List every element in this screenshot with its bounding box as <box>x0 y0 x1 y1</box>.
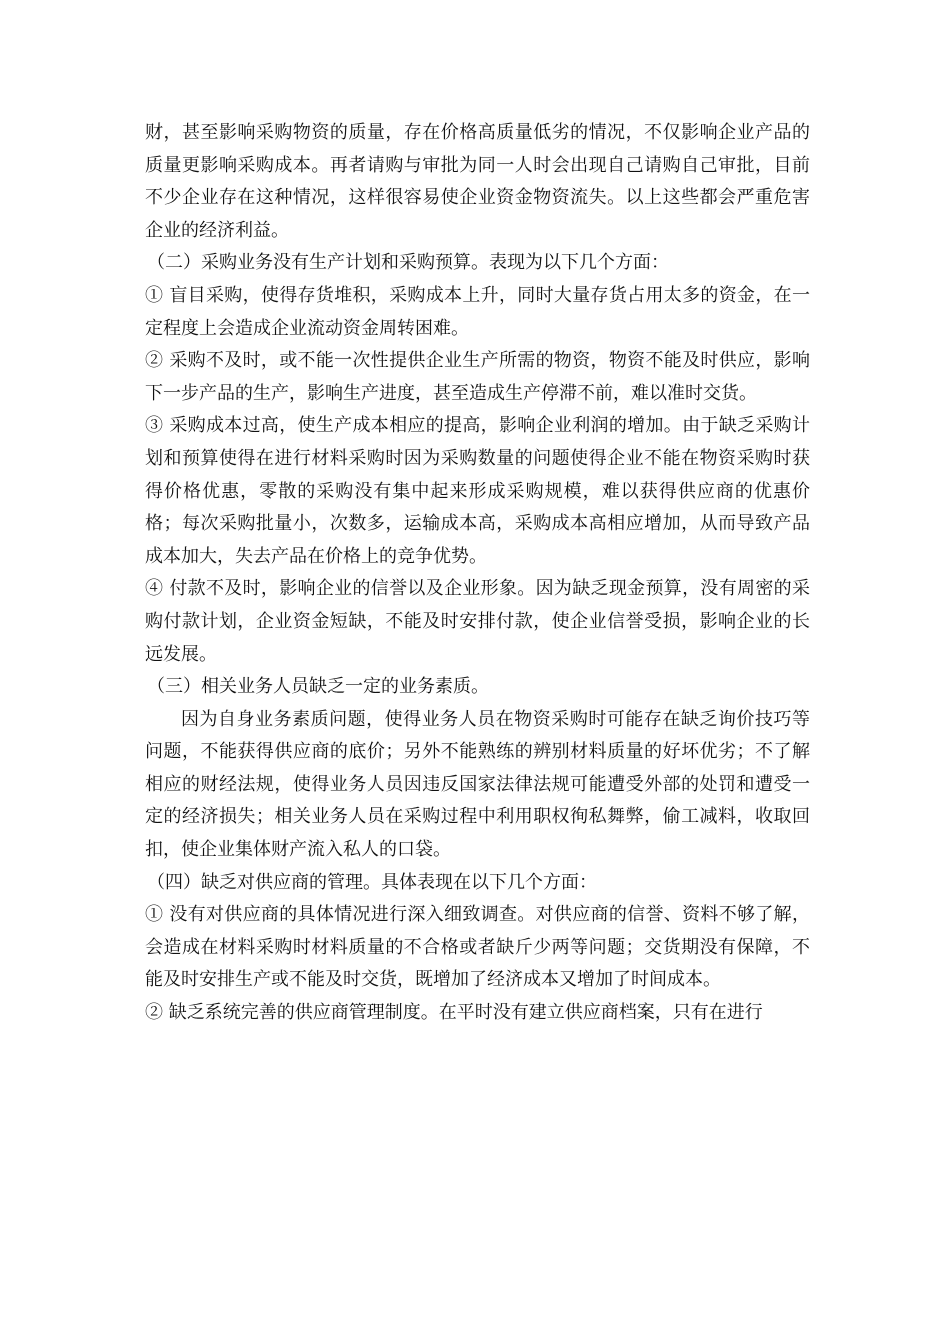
paragraph-continuation: 财，甚至影响采购物资的质量，存在价格高质量低劣的情况，不仅影响企业产品的质量更影响采购成本。再者请购与审批为同一人时会出现自己请购自己审批，目前不少企业存在这种情况，这样很容易使企业资金物资流失。以上这些都会严重危害企业的经济利益。 <box>145 122 810 241</box>
section-heading-3: （三）相关业务人员缺乏一定的业务素质。 <box>147 676 489 698</box>
paragraph-3-body: 因为自身业务素质问题，使得业务人员在物资采购时可能存在缺乏询价技巧等问题，不能获得供应商的底价；另外不能熟练的辨别材料质量的好坏优劣；不了解相应的财经法规，使得业务人员因违反国家法律法规可能遭受外部的处罚和遭受一定的经济损失；相关业务人员在采购过程中利用职权徇私舞弊，偷工减料，收取回扣，使企业集体财产流入私人的口袋。 <box>145 708 810 861</box>
list-item-2-2: ② 采购不及时，或不能一次性提供企业生产所需的物资，物资不能及时供应，影响下一步产品的生产，影响生产进度，甚至造成生产停滞不前，难以准时交货。 <box>145 350 810 404</box>
section-heading-4: （四）缺乏对供应商的管理。具体表现在以下几个方面： <box>147 871 597 893</box>
list-item-2-1: ① 盲目采购，使得存货堆积，采购成本上升，同时大量存货占用太多的资金，在一定程度上会造成企业流动资金周转困难。 <box>145 284 810 339</box>
list-item-2-3: ③ 采购成本过高，使生产成本相应的提高，影响企业利润的增加。由于缺乏采购计划和预算使得在进行材料采购时因为采购数量的问题使得企业不能在物资采购时获得价格优惠，零散的采购没有集中起来形成采购规模，难以获得供应商的优惠价格；每次采购批量小，次数多，运输成本高，采购成本高相应增加，从而导致产品成本加大，失去产品在价格上的竞争优势。 <box>145 415 810 567</box>
list-item-4-2: ② 缺乏系统完善的供应商管理制度。在平时没有建立供应商档案，只有在进行 <box>145 1002 763 1024</box>
document-page <box>145 117 810 1030</box>
list-item-2-4: ④ 付款不及时，影响企业的信誉以及企业形象。因为缺乏现金预算，没有周密的采购付款计划，企业资金短缺，不能及时安排付款，使企业信誉受损，影响企业的长远发展。 <box>145 578 810 665</box>
section-heading-2: （二）采购业务没有生产计划和采购预算。表现为以下几个方面： <box>147 252 669 274</box>
list-item-4-1: ① 没有对供应商的具体情况进行深入细致调查。对供应商的信誉、资料不够了解，会造成在材料采购时材料质量的不合格或者缺斤少两等问题；交货期没有保障，不能及时安排生产或不能及时交货，既增加了经济成本又增加了时间成本。 <box>145 904 810 991</box>
